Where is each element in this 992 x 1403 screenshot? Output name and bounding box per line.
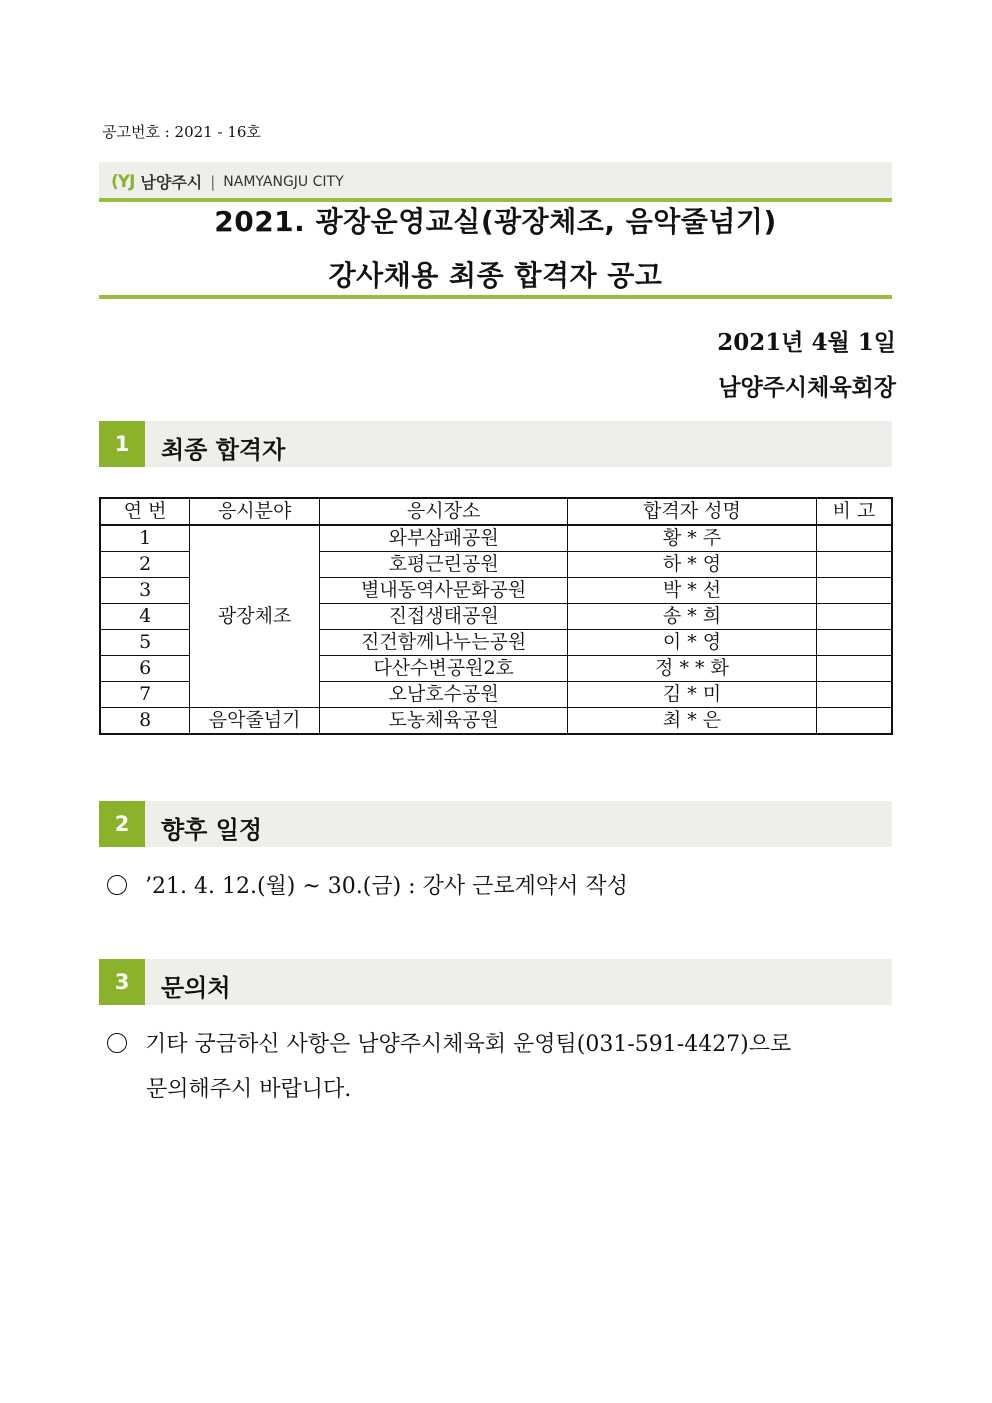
header-field: 응시분야 bbox=[190, 498, 320, 525]
row-note bbox=[816, 604, 892, 630]
section-title: 최종 합격자 bbox=[161, 436, 286, 464]
row-note bbox=[816, 552, 892, 578]
row-place: 호평근린공원 bbox=[319, 552, 567, 578]
logo-separator: | bbox=[210, 172, 216, 191]
row-note bbox=[816, 525, 892, 552]
row-note bbox=[816, 578, 892, 604]
city-name-korean: 남양주시 bbox=[140, 173, 203, 192]
issuing-organization: 남양주시체육회장 bbox=[718, 374, 896, 401]
row-place: 다산수변공원2호 bbox=[319, 656, 567, 682]
row-number: 1 bbox=[100, 525, 190, 552]
contact-text-line1: 기타 궁금하신 사항은 남양주시체육회 운영팀(031-591-4427)으로 bbox=[145, 1032, 792, 1057]
notice-number: 공고번호 : 2021 - 16호 bbox=[102, 123, 261, 141]
header-place: 응시장소 bbox=[319, 498, 567, 525]
announcement-date: 2021년 4월 1일 bbox=[717, 329, 896, 356]
logo-band bbox=[99, 162, 892, 202]
header-note: 비 고 bbox=[816, 498, 892, 525]
row-field: 음악줄넘기 bbox=[190, 708, 320, 735]
row-note bbox=[816, 708, 892, 735]
document-title-line2: 강사채용 최종 합격자 공고 bbox=[328, 259, 663, 292]
row-name: 정 * * 화 bbox=[568, 656, 816, 682]
row-name: 송 * 희 bbox=[568, 604, 816, 630]
row-note bbox=[816, 682, 892, 708]
row-place: 진건함께나누는공원 bbox=[319, 630, 567, 656]
table-row bbox=[100, 708, 892, 735]
row-name: 김 * 미 bbox=[568, 682, 816, 708]
merged-field-cell: 광장체조 bbox=[190, 525, 320, 708]
row-place: 와부삼패공원 bbox=[319, 525, 567, 552]
row-place: 도농체육공원 bbox=[319, 708, 567, 735]
row-number: 4 bbox=[100, 604, 190, 630]
schedule-item bbox=[107, 869, 628, 900]
city-logo-mark: (YJ bbox=[111, 171, 135, 192]
section-title: 향후 일정 bbox=[161, 816, 263, 844]
section-2-header bbox=[99, 801, 892, 847]
city-name-english: NAMYANGJU CITY bbox=[223, 173, 344, 190]
row-number: 3 bbox=[100, 578, 190, 604]
document-title-line1: 2021. 광장운영교실(광장체조, 음악줄넘기) bbox=[214, 205, 777, 238]
section-title: 문의처 bbox=[161, 974, 231, 1002]
circle-bullet-icon bbox=[107, 1033, 127, 1053]
row-number: 7 bbox=[100, 682, 190, 708]
row-name: 최 * 은 bbox=[568, 708, 816, 735]
table-header-row bbox=[100, 498, 892, 525]
row-note bbox=[816, 630, 892, 656]
row-place: 진접생태공원 bbox=[319, 604, 567, 630]
row-number: 5 bbox=[100, 630, 190, 656]
row-number: 8 bbox=[100, 708, 190, 735]
contact-text-line2: 문의해주시 바랍니다. bbox=[146, 1077, 352, 1102]
section-3-header bbox=[99, 959, 892, 1005]
row-place: 별내동역사문화공원 bbox=[319, 578, 567, 604]
section-number: 2 bbox=[99, 801, 145, 847]
row-name: 황 * 주 bbox=[568, 525, 816, 552]
section-1-header bbox=[99, 421, 892, 467]
final-results-table bbox=[99, 497, 893, 735]
section-number: 1 bbox=[99, 421, 145, 467]
header-name: 합격자 성명 bbox=[568, 498, 816, 525]
row-number: 6 bbox=[100, 656, 190, 682]
row-place: 오남호수공원 bbox=[319, 682, 567, 708]
city-logo bbox=[111, 170, 344, 193]
title-divider bbox=[99, 295, 892, 299]
row-name: 하 * 영 bbox=[568, 552, 816, 578]
row-number: 2 bbox=[100, 552, 190, 578]
table-row bbox=[100, 525, 892, 552]
schedule-text: ’21. 4. 12.(월) ~ 30.(금) : 강사 근로계약서 작성 bbox=[145, 874, 628, 899]
contact-item bbox=[107, 1027, 791, 1058]
row-name: 박 * 선 bbox=[568, 578, 816, 604]
row-name: 이 * 영 bbox=[568, 630, 816, 656]
header-no: 연 번 bbox=[100, 498, 190, 525]
circle-bullet-icon bbox=[107, 875, 127, 895]
section-number: 3 bbox=[99, 959, 145, 1005]
row-note bbox=[816, 656, 892, 682]
